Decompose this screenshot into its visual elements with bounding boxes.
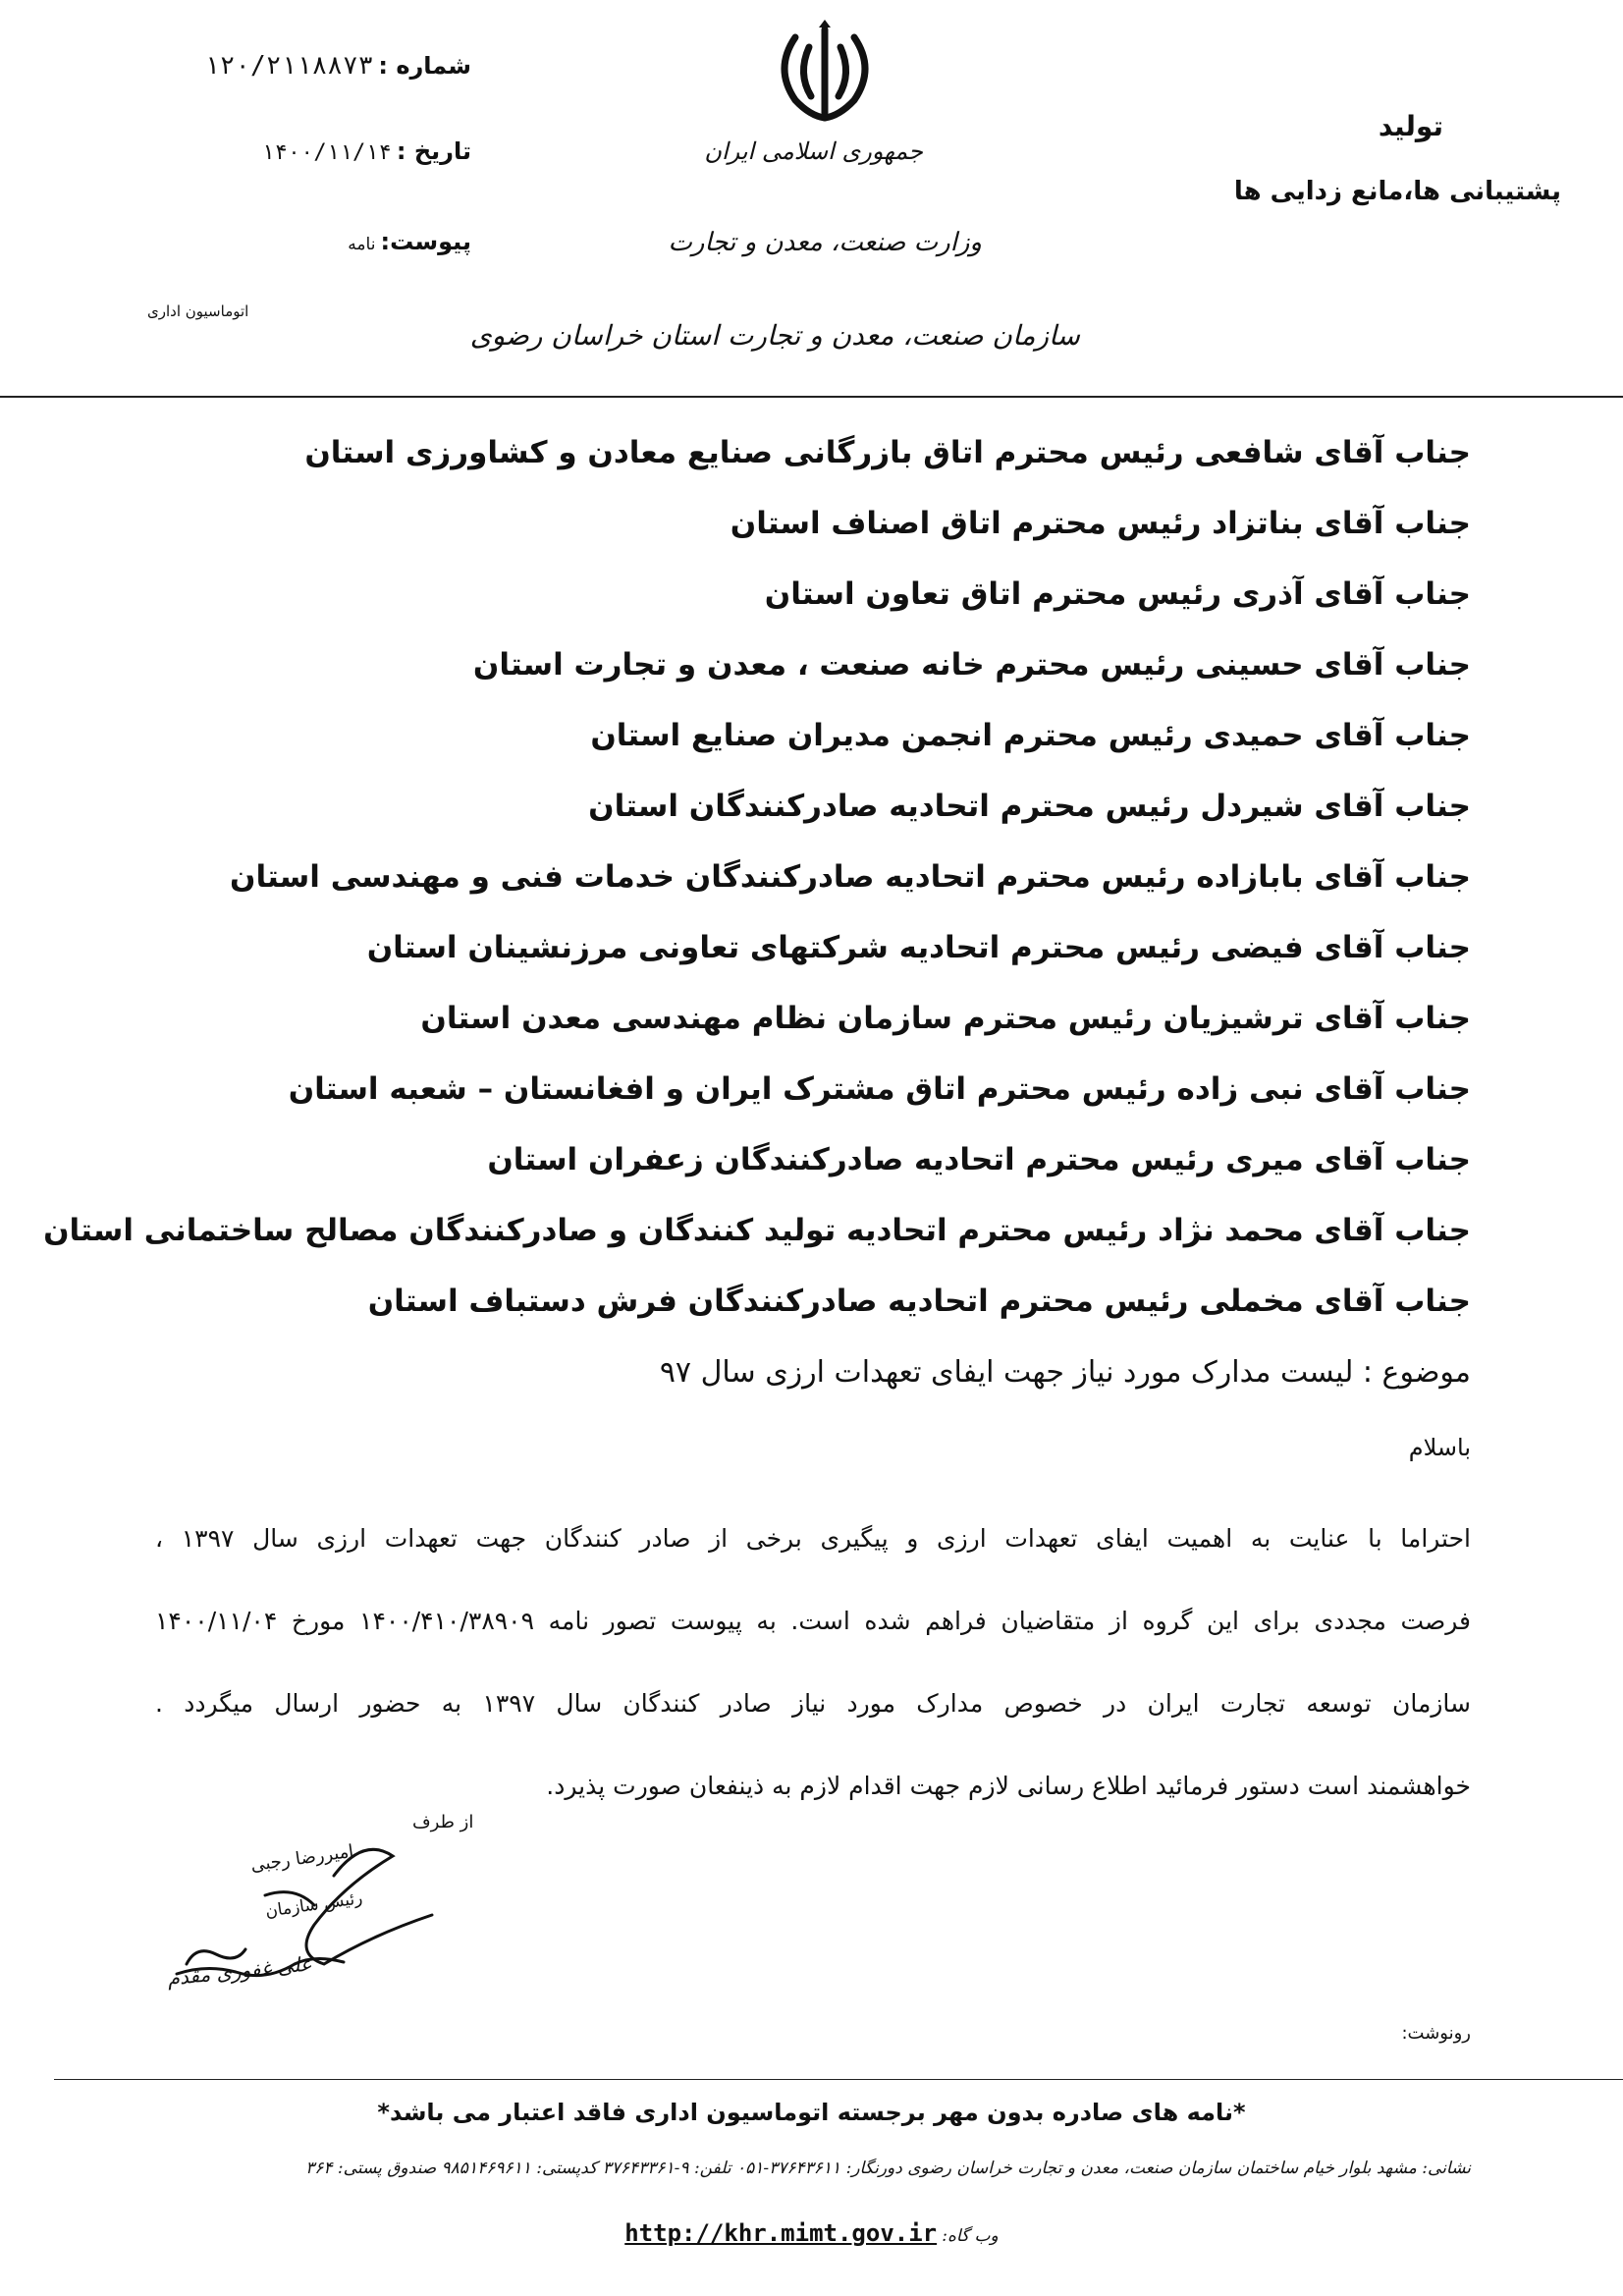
letter-number-label: شماره : xyxy=(378,52,471,80)
website-label: وب گاه: xyxy=(942,2226,999,2246)
letter-number-value: ۱۲۰/۲۱۱۸۸۷۳ xyxy=(204,51,374,81)
signature-signer: علی غفوری مقدم xyxy=(166,1951,313,1991)
letter-greeting: باسلام xyxy=(1408,1434,1471,1461)
republic-line: جمهوری اسلامی ایران xyxy=(704,137,923,165)
letter-attachment-label: پیوست: xyxy=(380,228,471,255)
recipient-line: جناب آقای بابازاده رئیس محترم اتحادیه صادرکنندگان خدمات فنی و مهندسی استان xyxy=(230,859,1471,895)
recipient-line: جناب آقای ترشیزیان رئیس محترم سازمان نظام مهندسی معدن استان xyxy=(420,1001,1471,1036)
recipient-line: جناب آقای میری رئیس محترم اتحادیه صادرکنندگان زعفران استان xyxy=(487,1142,1471,1177)
letter-number xyxy=(98,51,471,81)
body-line: احتراما با عنایت به اهمیت ایفای تعهدات ارزی و پیگیری برخی از صادر کنندگان جهت تعهدات ارزی سال ۱۳۹۷ ، xyxy=(155,1524,1471,1553)
letter-date-label: تاریخ : xyxy=(396,137,471,165)
header-divider xyxy=(0,396,1623,398)
website-link[interactable]: http://khr.mimt.gov.ir xyxy=(624,2219,938,2247)
recipient-line: جناب آقای مخملی رئیس محترم اتحادیه صادرکنندگان فرش دستباف استان xyxy=(367,1284,1471,1319)
letter-subject: موضوع : لیست مدارک مورد نیاز جهت ایفای تعهدات ارزی سال ۹۷ xyxy=(659,1355,1471,1390)
body-line: فرصت مجددی برای این گروه از متقاضیان فراهم شده است. به پیوست تصور نامه ۱۴۰۰/۴۱۰/۳۸۹۰۹ مورخ ۱۴۰۰/۱۱/۰۴ xyxy=(155,1607,1471,1635)
signature-name: امیررضا رجبی xyxy=(249,1840,355,1877)
letter-attachment xyxy=(295,228,471,255)
automation-label: اتوماسیون اداری xyxy=(147,302,249,320)
letter-date xyxy=(177,137,471,165)
recipient-line: جناب آقای محمد نژاد رئیس محترم اتحادیه تولید کنندگان و صادرکنندگان مصالح ساختمانی استان xyxy=(43,1213,1471,1248)
ministry-line: وزارت صنعت، معدن و تجارت xyxy=(668,228,982,257)
recipient-line: جناب آقای شافعی رئیس محترم اتاق بازرگانی صنایع معادن و کشاورزی استان xyxy=(304,435,1471,470)
recipient-list xyxy=(43,417,1471,1337)
letter-date-value: ۱۴۰۰/۱۱/۱۴ xyxy=(261,140,392,165)
recipient-line: جناب آقای حمیدی رئیس محترم انجمن مدیران صنایع استان xyxy=(590,718,1471,753)
footer-address: نشانی: مشهد بلوار خیام ساختمان سازمان صنعت، معدن و تجارت خراسان رضوی دورنگار: ۳۷۶۴۳۶۱۱-۰۵۱ تلفن: ۹-۳۷۶۴۳۳۶۱ کدپستی: ۹۸۵۱۴۶۹۶۱۱ صندوق پستی: ۳۶۴ xyxy=(305,2159,1471,2178)
iran-emblem-icon xyxy=(766,20,884,128)
department-title: تولید xyxy=(1378,110,1443,142)
signature-title: رئیس سازمان xyxy=(264,1888,364,1922)
letter-body xyxy=(155,1498,1471,1828)
footer-divider xyxy=(54,2079,1623,2080)
recipient-line: جناب آقای حسینی رئیس محترم خانه صنعت ، معدن و تجارت استان xyxy=(472,647,1471,683)
recipient-line: جناب آقای نبی زاده رئیس محترم اتاق مشترک ایران و افغانستان – شعبه استان xyxy=(288,1071,1471,1107)
body-line: خواهشمند است دستور فرمائید اطلاع رسانی لازم جهت اقدام لازم به ذینفعان صورت پذیرد. xyxy=(546,1772,1471,1800)
recipient-line: جناب آقای شیردل رئیس محترم اتحادیه صادرکنندگان استان xyxy=(588,789,1471,824)
organization-line: سازمان صنعت، معدن و تجارت استان خراسان رضوی xyxy=(469,319,1080,352)
body-line: سازمان توسعه تجارت ایران در خصوص مدارک مورد نیاز صادر کنندگان سال ۱۳۹۷ به حضور ارسال میگردد . xyxy=(155,1689,1471,1718)
recipient-line: جناب آقای فیضی رئیس محترم اتحادیه شرکتهای تعاونی مرزنشینان استان xyxy=(366,930,1471,965)
recipient-line: جناب آقای بناتزاد رئیس محترم اتاق اصناف استان xyxy=(730,506,1471,541)
footer-website xyxy=(0,2219,1623,2247)
footer-note: *نامه های صادره بدون مهر برجسته اتوماسیون اداری فاقد اعتبار می باشد* xyxy=(377,2099,1246,2126)
signature-from-label: از طرف xyxy=(412,1812,474,1832)
department-subtitle: پشتیبانی ها،مانع زدایی ها xyxy=(1233,177,1561,206)
cc-label: رونوشت: xyxy=(1401,2023,1471,2044)
recipient-line: جناب آقای آذری رئیس محترم اتاق تعاون استان xyxy=(764,576,1471,612)
letter-attachment-value: نامه xyxy=(348,235,376,254)
